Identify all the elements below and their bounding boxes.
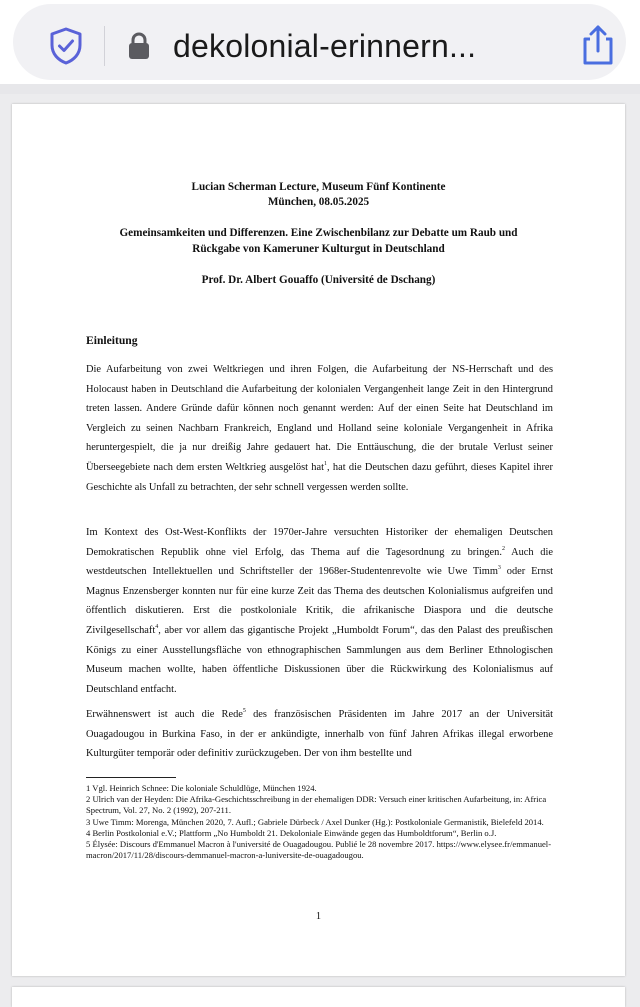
footnote-5[interactable]: 5 Élysée: Discours d'Emmanuel Macron à l'université de Ouagadougou. Publié le 28 novembre 2017. https://www.elysee.fr/emmanuel-macron/2017/11/28/discours-demmanuel-macron-a-luniversite-de-ouagadougou.: [86, 839, 552, 861]
document-title: [12, 225, 625, 257]
paragraph-2: [86, 523, 553, 699]
footnote-marker[interactable]: 2: [501, 545, 505, 552]
footnote-4: 4 Berlin Postkolonial e.V.; Plattform „No Humboldt 21. Dekoloniale Einwände gegen das Humboldtforum“, Berlin o.J.: [86, 827, 497, 838]
paragraph-text: Die Aufarbeitung von zwei Weltkriegen und ihren Folgen, die Aufarbeitung der NS-Herrschaft und des Holocaust haben in Deutschland die Aufarbeitung der kolonialen Vergangenheit lange Zeit in den Hintergrund treten lassen. Andere Gründe dafür können noch genannt werden: Auf der einen Seite hat Deutschland im Vergleich zu seinen Nachbarn Frankreich, England und Holland seine koloniale Vergangenheit in Afrika heruntergespielt, die ja nur dreißig Jahre gedauert hat. Die Enttäuschung, die der brutale Verlust seiner Überseegebiete nach dem ersten Weltkrieg ausgelöst hat: [86, 364, 553, 473]
footnote-1: 1 Vgl. Heinrich Schnee: Die koloniale Schuldlüge, München 1924.: [86, 783, 317, 793]
document-title-line2: Rückgabe von Kameruner Kulturgut in Deutschland: [192, 243, 445, 255]
lecture-header: [12, 180, 625, 210]
paragraph-text: , hat die Deutschen dazu geführt, dieses Kapitel ihrer Geschichte als Unfall zu betrachten, der sehr schnell vergessen werden sollte.: [86, 461, 553, 493]
paragraph-text: Im Kontext des Ost-West-Konflikts der 1970er-Jahre versuchten Historiker der ehemaligen Deutschen Demokratischen Republik ohne viel Erfolg, das Thema auf die Tagesordnung zu bringen.: [86, 527, 553, 558]
toolbar-separator: [0, 84, 640, 94]
paragraph-text: , aber vor allem das gigantische Projekt „Humboldt Forum“, das den Palast des preußischen Königs zu einer Ausstellungsfläche von ethnographischen Sammlungen aus dem Berliner Ethnologischen Museum machen wollte, haben öffentliche Diskussionen über die Rückwirkung des Kolonialismus auf Deutschland entfacht.: [86, 624, 553, 695]
footnote-2: 2 Ulrich van der Heyden: Die Afrika-Geschichtsschreibung in der ehemaligen DDR: Versuch einer kritischen Aufarbeitung, in: Africa Spectrum, Vol. 27, No. 2 (1992), 207-211.: [86, 794, 547, 816]
paragraph-text: Erwähnenswert ist auch die Rede: [86, 709, 243, 720]
section-title: Einleitung: [86, 334, 138, 347]
document-title-line1: Gemeinsamkeiten und Differenzen. Eine Zwischenbilanz zur Debatte um Raub und: [119, 227, 518, 239]
share-icon[interactable]: [579, 24, 617, 66]
lecture-header-line2: München, 08.05.2025: [267, 196, 370, 208]
paragraph-3: [86, 705, 553, 764]
paragraph-1: [86, 360, 553, 497]
address-bar-divider: [104, 26, 105, 66]
footnote-marker[interactable]: 5: [242, 708, 246, 714]
footnote-marker[interactable]: 3: [497, 565, 501, 572]
url-text[interactable]: dekolonial-erinnern...: [173, 28, 477, 64]
lock-icon: [127, 32, 151, 60]
footnote-marker[interactable]: 4: [155, 623, 159, 630]
footnotes: [86, 783, 556, 861]
pdf-page-next[interactable]: [12, 987, 625, 1007]
paragraph-text: oder Ernst Magnus Enzensberger konnten nur für eine kurze Zeit das Thema des deutschen Kolonialismus aufgreifen und öffentlich diskutieren. Erst die postkoloniale Kritik, die afrikanische Diaspora und die deutsche Zivilgesellschaft: [86, 566, 554, 636]
address-bar[interactable]: [13, 4, 626, 80]
footnote-3: 3 Uwe Timm: Morenga, München 2020, 7. Aufl.; Gabriele Dürbeck / Axel Dunker (Hg.): Postkoloniale Germanistik, Bielefeld 2014.: [86, 816, 544, 827]
footnote-separator: [86, 777, 176, 778]
browser-top-bar: [0, 0, 640, 84]
shield-icon[interactable]: [49, 27, 83, 65]
lecture-header-line1: Lucian Scherman Lecture, Museum Fünf Kontinente: [191, 181, 446, 193]
paragraph-text: des französischen Präsidenten im Jahre 2017 an der Universität Ouagadougou in Burkina Faso, in der er ankündigte, innerhalb von fünf Jahren Afrikas illegal erworbene Kulturgüter temporär oder definitiv zurückzugeben. Der von ihm bestellte und: [86, 709, 554, 760]
author: Prof. Dr. Albert Gouaffo (Université de Dschang): [201, 274, 436, 286]
pdf-page[interactable]: [12, 104, 625, 976]
paragraph-text: Auch die westdeutschen Intellektuellen und Schriftsteller der 1968er-Studentenrevolte wie Uwe Timm: [86, 546, 553, 578]
footnote-marker[interactable]: 1: [324, 460, 327, 467]
page-number: 1: [315, 911, 322, 922]
